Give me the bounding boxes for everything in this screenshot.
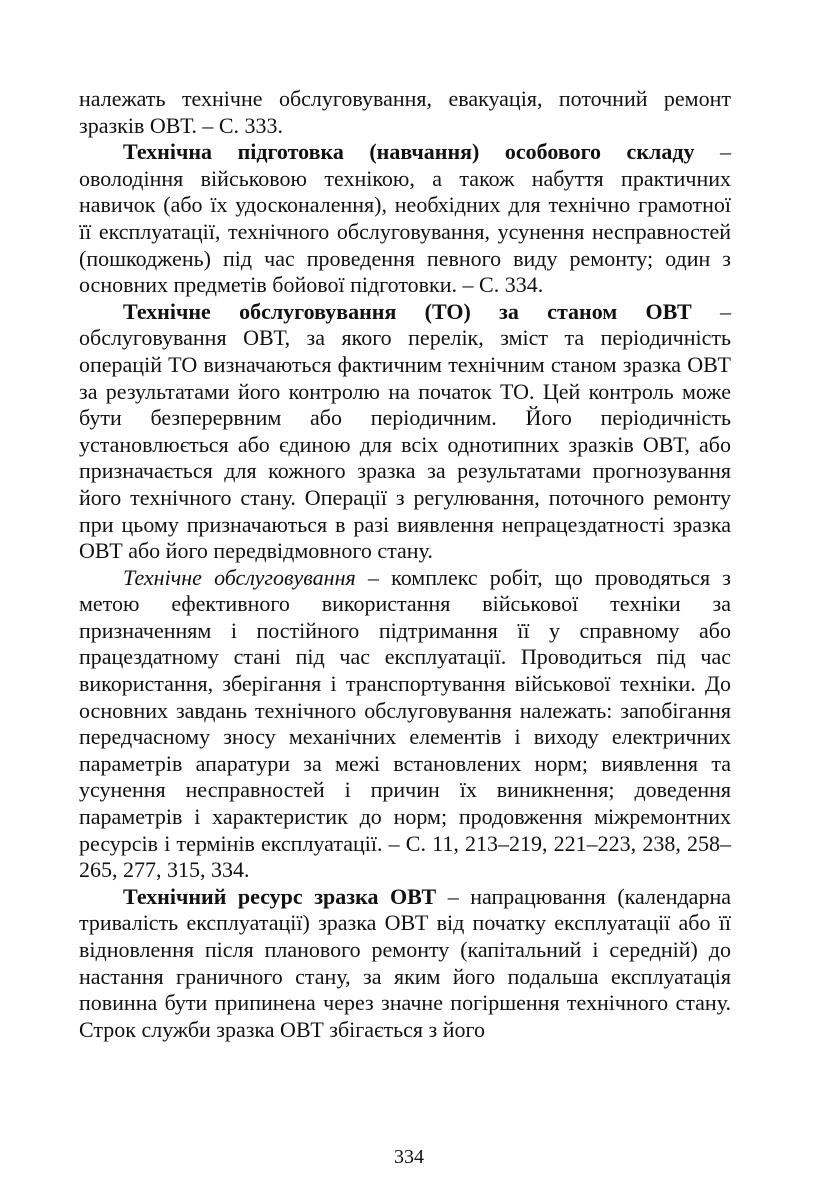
entry-definition: – обслуговування ОВТ, за якого перелік, зміст та періодичність операцій ТО визначаються фактичним технічним станом зразка ОВТ за результатами його контролю на початок ТО. Цей контроль може бути безперервним або періодичним. Його періодичність установлюється або єдиною для всіх однотипних зразків ОВТ, або призначається для кожного зразка за результатами прогнозування його технічного стану. Операції з регулювання, поточного ремонту при цьому призначаються в разі виявлення непрацездатності зразка ОВТ або його передвідмовного стану.	[79, 298, 731, 564]
entry-technical-resource	[79, 884, 731, 1044]
entry-technical-maintenance	[79, 565, 731, 884]
paragraph-text: належать технічне обслуговування, евакуація, поточний ремонт зразків ОВТ. – С. 333.	[79, 86, 731, 138]
paragraph-continuation	[79, 86, 731, 139]
entry-definition: – оволодіння військовою технікою, а також набуття практичних навичок (або їх удосконалення), необхідних для технічно грамотної її експлуатації, технічного обслуговування, усунення несправностей (пошкоджень) під час проведення певного виду ремонту; один з основних предметів бойової підготовки. – С. 334.	[79, 139, 731, 298]
entry-technical-training	[79, 139, 731, 299]
entry-condition-based-maintenance	[79, 299, 731, 565]
entry-term: Технічне обслуговування	[123, 564, 356, 590]
entry-definition: – напрацювання (календарна тривалість експлуатації) зразка ОВТ від початку експлуатації або її відновлення після планового ремонту (капітальний і середній) до настання граничного стану, за яким його подальша експлуатація повинна бути припинена через значне погіршення технічного стану. Строк служби зразка ОВТ збігається з його	[79, 883, 731, 1042]
entry-term: Технічна підготовка (навчання) особового складу	[123, 139, 695, 165]
entry-term: Технічне обслуговування (ТО) за станом ОВТ	[123, 298, 692, 324]
page-number: 334	[394, 1146, 424, 1168]
page-body	[79, 86, 731, 1043]
entry-definition: – комплекс робіт, що проводяться з метою ефективного використання військової техніки за призначенням і постійного підтримання її у справному або працездатному стані під час експлуатації. Проводиться під час використання, зберігання і транспортування військової техніки. До основних завдань технічного обслуговування належать: запобігання передчасному зносу механічних елементів і виходу електричних параметрів апаратури за межі встановлених норм; виявлення та усунення несправностей і причин їх виникнення; доведення параметрів і характеристик до норм; продовження міжремонтних ресурсів і термінів експлуатації. – С. 11, 213–219, 221–223, 238, 258–265, 277, 315, 334.	[79, 564, 731, 883]
entry-term: Технічний ресурс зразка ОВТ	[123, 883, 437, 909]
